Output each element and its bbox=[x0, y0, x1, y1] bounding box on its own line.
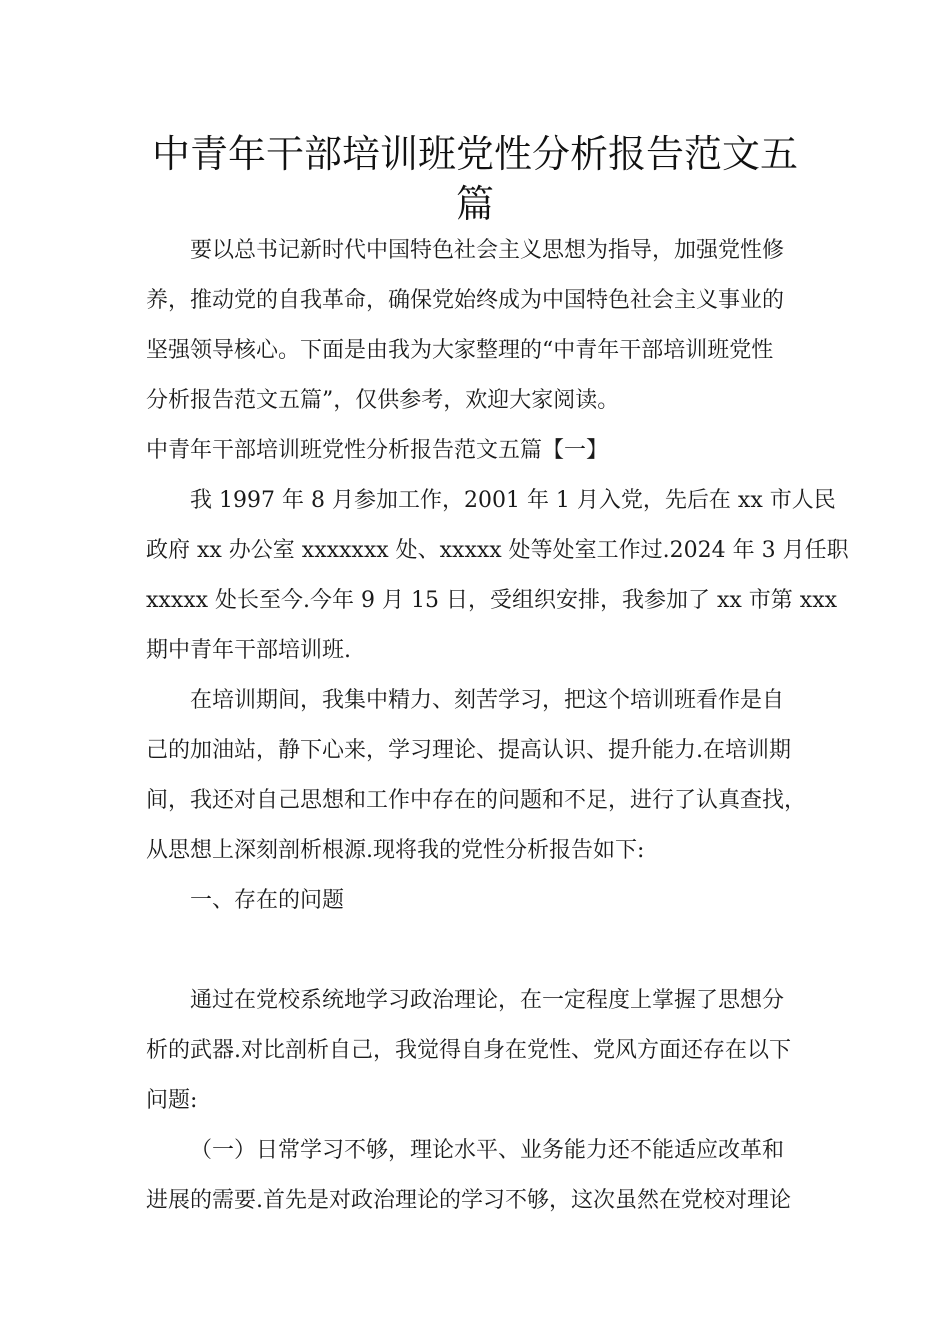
subheading-problems: 一、存在的问题 bbox=[190, 888, 345, 913]
paragraph-2-line-2: 己的加油站，静下心来，学习理论、提高认识、提升能力.在培训期 bbox=[146, 738, 791, 763]
paragraph-3-line-2: 析的武器.对比剖析自己，我觉得自身在党性、党风方面还存在以下 bbox=[146, 1038, 791, 1063]
paragraph-3-line-3: 问题: bbox=[146, 1088, 198, 1113]
document-title-line2: 篇 bbox=[455, 182, 494, 226]
paragraph-4-line-2: 进展的需要.首先是对政治理论的学习不够，这次虽然在党校对理论 bbox=[146, 1188, 791, 1213]
document-title-line1: 中青年干部培训班党性分析报告范文五 bbox=[151, 132, 798, 176]
paragraph-2-line-1: 在培训期间，我集中精力、刻苦学习，把这个培训班看作是自 bbox=[190, 688, 785, 713]
paragraph-1-line-4: 期中青年干部培训班. bbox=[146, 638, 351, 663]
paragraph-1-line-1: 我 1997 年 8 月参加工作，2001 年 1 月入党，先后在 xx 市人民 bbox=[190, 488, 836, 513]
section-heading: 中青年干部培训班党性分析报告范文五篇【一】 bbox=[146, 438, 609, 463]
intro-line-3: 坚强领导核心。下面是由我为大家整理的“中青年干部培训班党性 bbox=[146, 338, 774, 363]
intro-line-4: 分析报告范文五篇”，仅供参考，欢迎大家阅读。 bbox=[146, 388, 620, 413]
intro-line-1: 要以总书记新时代中国特色社会主义思想为指导，加强党性修 bbox=[190, 238, 785, 263]
paragraph-1-line-3: xxxxx 处长至今.今年 9 月 15 日，受组织安排，我参加了 xx 市第 xxx bbox=[146, 588, 838, 613]
paragraph-1-line-2: 政府 xx 办公室 xxxxxxx 处、xxxxx 处等处室工作过.2024 年 3 月任职 bbox=[146, 538, 849, 563]
paragraph-4-line-1: （一）日常学习不够，理论水平、业务能力还不能适应改革和 bbox=[190, 1138, 785, 1163]
paragraph-3-line-1: 通过在党校系统地学习政治理论，在一定程度上掌握了思想分 bbox=[190, 988, 785, 1013]
intro-line-2: 养，推动党的自我革命，确保党始终成为中国特色社会主义事业的 bbox=[146, 288, 785, 313]
paragraph-2-line-3: 间，我还对自己思想和工作中存在的问题和不足，进行了认真查找， bbox=[146, 788, 807, 813]
paragraph-2-line-4: 从思想上深刻剖析根源.现将我的党性分析报告如下: bbox=[146, 838, 645, 863]
